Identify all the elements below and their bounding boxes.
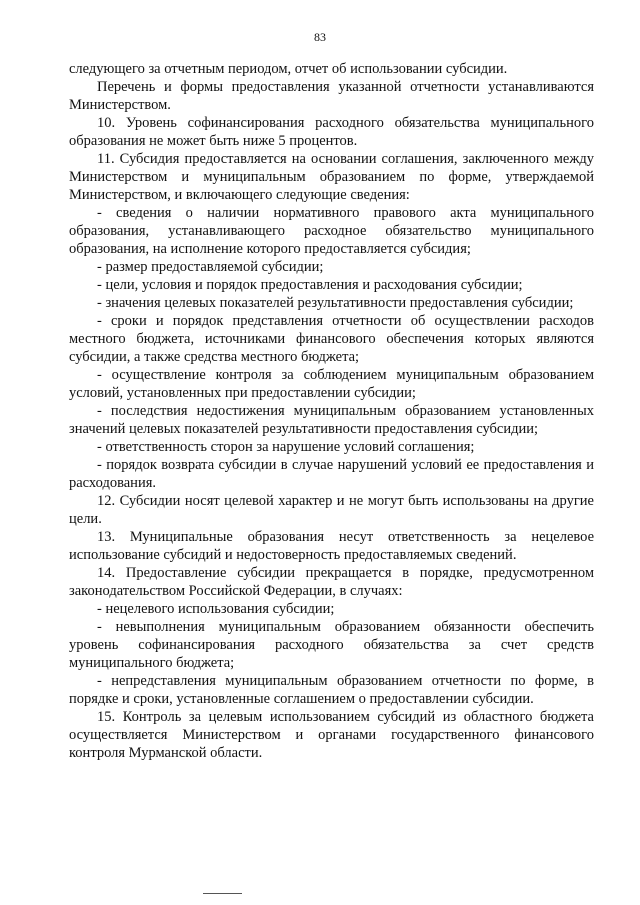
paragraph-12: 12. Субсидии носят целевой характер и не могут быть использованы на другие цели. — [69, 493, 594, 527]
list-item-goals: - цели, условия и порядок предоставления и расходования субсидии; — [97, 277, 523, 293]
list-item-consequences: - последствия недостижения муниципальным образованием установленных значений целевых показателей результативности предоставления субсидии; — [69, 403, 594, 437]
paragraph-13: 13. Муниципальные образования несут ответственность за нецелевое использование субсидий и недостоверность предоставляемых сведений. — [69, 529, 594, 563]
list-item-legal-act: - сведения о наличии нормативного правового акта муниципального образования, устанавливающего расходное обязательство муниципального образования, на исполнение которого предоставляется субсидия; — [69, 205, 594, 257]
paragraph-continuation: следующего за отчетным периодом, отчет об использовании субсидии. — [69, 61, 508, 77]
list-item-misuse: - нецелевого использования субсидии; — [97, 601, 335, 617]
list-item-refund: - порядок возврата субсидии в случае нарушений условий ее предоставления и расходования. — [69, 457, 594, 491]
list-item-reporting: - сроки и порядок представления отчетности об осуществлении расходов местного бюджета, источниками финансового обеспечения которых являются субсидии, а также средства местного бюджета; — [69, 313, 594, 365]
list-item-cofinancing: - невыполнения муниципальным образованием обязанности обеспечить уровень софинансирования расходного обязательства за счет средств муниципального бюджета; — [69, 619, 594, 671]
footer-divider — [203, 893, 242, 894]
paragraph-reporting-forms: Перечень и формы предоставления указанной отчетности устанавливаются Министерством. — [69, 79, 594, 113]
page-number: 83 — [314, 30, 326, 44]
list-item-subsidy-size: - размер предоставляемой субсидии; — [97, 259, 324, 275]
paragraph-15: 15. Контроль за целевым использованием субсидий из областного бюджета осуществляется Министерством и органами государственного финансового контроля Мурманской области. — [69, 709, 594, 761]
paragraph-10: 10. Уровень софинансирования расходного обязательства муниципального образования не может быть ниже 5 процентов. — [69, 115, 594, 149]
paragraph-11: 11. Субсидия предоставляется на основании соглашения, заключенного между Министерством и муниципальным образованием по форме, утверждаемой Министерством, и включающего следующие сведения: — [69, 151, 594, 203]
list-item-responsibility: - ответственность сторон за нарушение условий соглашения; — [97, 439, 475, 455]
list-item-nonreporting: - непредставления муниципальным образованием отчетности по форме, в порядке и сроки, установленные соглашением о предоставлении субсидии. — [69, 673, 594, 707]
document-body — [69, 60, 594, 762]
paragraph-14: 14. Предоставление субсидии прекращается в порядке, предусмотренном законодательством Российской Федерации, в случаях: — [69, 565, 594, 599]
list-item-control: - осуществление контроля за соблюдением муниципальным образованием условий, установленных при предоставлении субсидии; — [69, 367, 594, 401]
list-item-indicators: - значения целевых показателей результативности предоставления субсидии; — [97, 295, 574, 311]
